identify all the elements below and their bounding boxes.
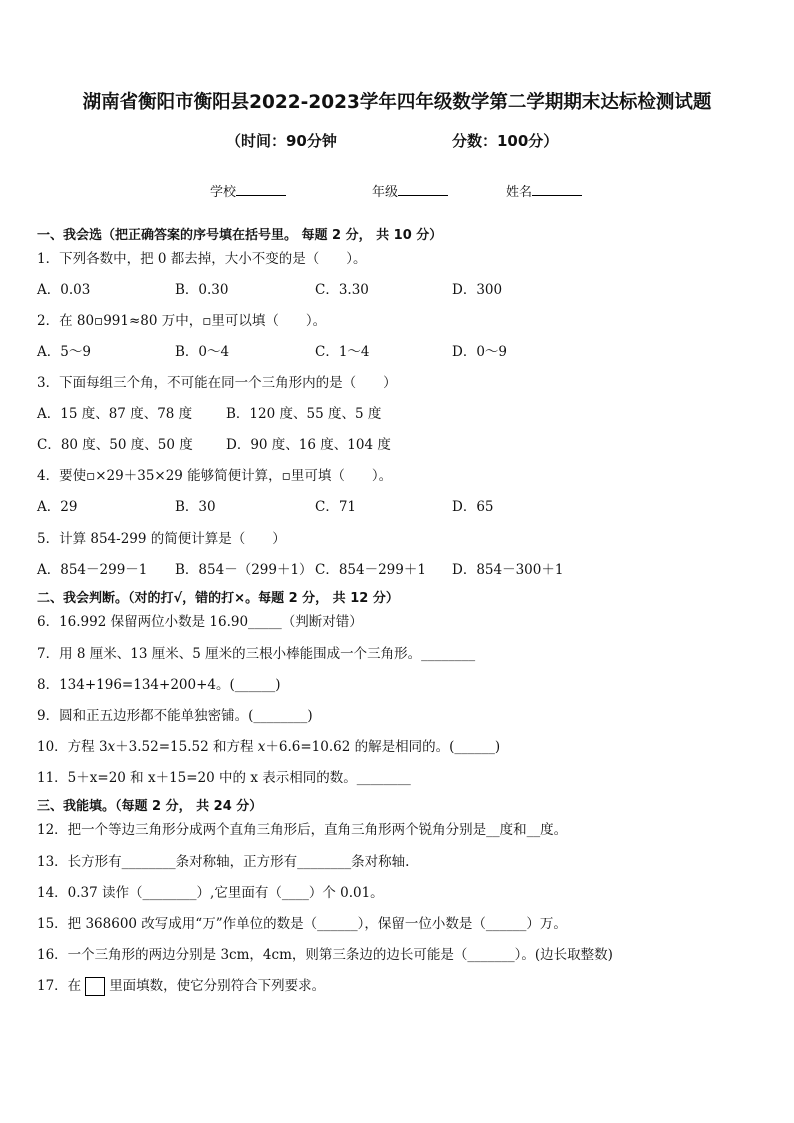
q2-option-c[interactable]: C．1～4 bbox=[315, 344, 370, 360]
grade-field bbox=[372, 181, 448, 200]
q3-option-a[interactable]: A．15 度、87 度、78 度 bbox=[37, 406, 193, 422]
school-blank[interactable] bbox=[236, 181, 286, 196]
q1-option-b[interactable]: B．0.30 bbox=[175, 282, 229, 298]
q1-option-a[interactable]: A．0.03 bbox=[37, 282, 91, 298]
section-heading-3: 三、我能填。（每题 2 分， 共 24 分） bbox=[37, 799, 263, 814]
grade-blank[interactable] bbox=[398, 181, 448, 196]
q4-option-a[interactable]: A．29 bbox=[37, 499, 78, 515]
q3-option-c[interactable]: C．80 度、50 度、50 度 bbox=[37, 437, 193, 453]
question-12: 12．把一个等边三角形分成两个直角三角形后，直角三角形两个锐角分别是__度和__度。 bbox=[37, 822, 568, 838]
question-15: 15．把 368600 改写成用“万”作单位的数是（______），保留一位小数是（______）万。 bbox=[37, 916, 567, 932]
question-1: 1．下列各数中，把 0 都去掉，大小不变的是（ ）。 bbox=[37, 251, 367, 267]
question-7: 7．用 8 厘米、13 厘米、5 厘米的三根小棒能围成一个三角形。________ bbox=[37, 646, 476, 662]
q1-option-c[interactable]: C．3.30 bbox=[315, 282, 369, 298]
section-heading-2: 二、我会判断。（对的打√，错的打×。每题 2 分， 共 12 分） bbox=[37, 591, 399, 606]
exam-time: （时间：90分钟 bbox=[226, 132, 337, 150]
question-17 bbox=[37, 977, 325, 996]
q4-option-b[interactable]: B．30 bbox=[175, 499, 216, 515]
q5-option-c[interactable]: C．854－299＋1 bbox=[315, 562, 426, 578]
name-blank[interactable] bbox=[532, 181, 582, 196]
q2-option-a[interactable]: A．5～9 bbox=[37, 344, 91, 360]
grade-label: 年级 bbox=[372, 185, 399, 200]
question-5: 5．计算 854-299 的简便计算是（ ） bbox=[37, 531, 286, 547]
question-16: 16．一个三角形的两边分别是 3cm，4cm，则第三条边的边长可能是（_______）。(边长取整数) bbox=[37, 947, 613, 963]
school-label: 学校 bbox=[210, 185, 237, 200]
school-field bbox=[210, 181, 286, 200]
q2-option-b[interactable]: B．0～4 bbox=[175, 344, 230, 360]
question-11: 11．5＋x=20 和 x＋15=20 中的 x 表示相同的数。________ bbox=[37, 770, 411, 786]
name-field bbox=[506, 181, 582, 200]
q3-option-b[interactable]: B．120 度、55 度、5 度 bbox=[226, 406, 382, 422]
q17-suffix: 里面填数，使它分别符合下列要求。 bbox=[109, 978, 326, 994]
question-10: 10．方程 3𝑥＋3.52=15.52 和方程 𝑥＋6.6=10.62 的解是相同的。(______) bbox=[37, 739, 501, 755]
question-4: 4．要使▫×29＋35×29 能够简便计算，▫里可填（ ）。 bbox=[37, 468, 393, 484]
question-8: 8．134+196=134+200+4。(______) bbox=[37, 677, 281, 693]
question-13: 13．长方形有________条对称轴，正方形有________条对称轴. bbox=[37, 854, 410, 870]
q1-option-d[interactable]: D．300 bbox=[452, 282, 503, 298]
question-9: 9．圆和正五边形都不能单独密铺。(________) bbox=[37, 708, 313, 724]
q4-option-c[interactable]: C．71 bbox=[315, 499, 357, 515]
q3-option-d[interactable]: D．90 度、16 度、104 度 bbox=[226, 437, 391, 453]
page-title: 湖南省衡阳市衡阳县2022-2023学年四年级数学第二学期期末达标检测试题 bbox=[82, 92, 712, 113]
exam-score: 分数：100分） bbox=[452, 132, 559, 150]
name-label: 姓名 bbox=[506, 185, 533, 200]
answer-box[interactable] bbox=[85, 977, 105, 996]
q17-prefix: 17．在 bbox=[37, 978, 82, 994]
q5-option-b[interactable]: B．854－（299＋1） bbox=[175, 562, 313, 578]
question-6: 6．16.992 保留两位小数是 16.90_____（判断对错） bbox=[37, 614, 363, 630]
section-heading-1: 一、我会选（把正确答案的序号填在括号里。 每题 2 分， 共 10 分） bbox=[37, 228, 443, 243]
q5-option-d[interactable]: D．854－300＋1 bbox=[452, 562, 564, 578]
question-3: 3．下面每组三个角，不可能在同一个三角形内的是（ ） bbox=[37, 375, 397, 391]
q5-option-a[interactable]: A．854－299－1 bbox=[37, 562, 148, 578]
question-2: 2．在 80▫991≈80 万中，▫里可以填（ ）。 bbox=[37, 313, 327, 329]
question-14: 14．0.37 读作（________）,它里面有（____）个 0.01。 bbox=[37, 885, 384, 901]
q4-option-d[interactable]: D．65 bbox=[452, 499, 494, 515]
q2-option-d[interactable]: D．0～9 bbox=[452, 344, 508, 360]
